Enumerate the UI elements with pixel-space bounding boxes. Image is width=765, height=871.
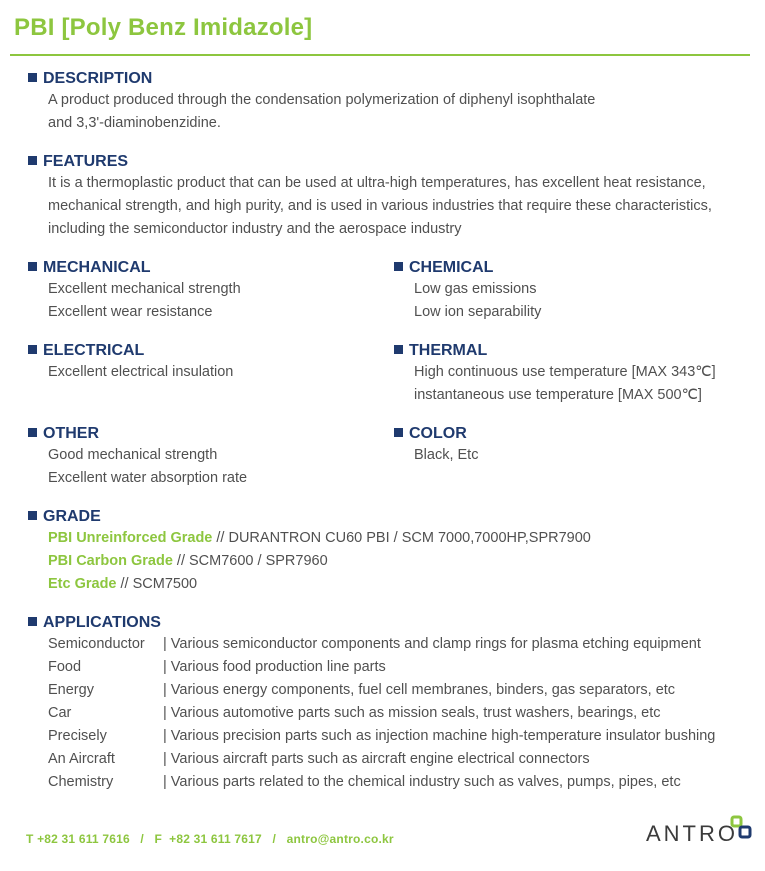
grade-products: // DURANTRON CU60 PBI / SCM 7000,7000HP,SPR7900 xyxy=(212,530,591,546)
bullet-square-icon xyxy=(394,345,403,354)
thermal-line: instantaneous use temperature [MAX 500℃] xyxy=(414,387,702,403)
title-divider xyxy=(10,54,750,56)
application-description: | Various food production line parts xyxy=(163,659,386,675)
logo-text: ANTRO xyxy=(646,821,738,846)
page-title: PBI [Poly Benz Imidazole] xyxy=(14,14,313,41)
chemical-heading: CHEMICAL xyxy=(409,259,494,276)
features-line: including the semiconductor industry and the aerospace industry xyxy=(48,221,462,237)
other-line: Good mechanical strength xyxy=(48,447,218,463)
application-row xyxy=(48,679,715,702)
application-category: Food xyxy=(48,659,82,675)
application-description: | Various semiconductor components and clamp rings for plasma etching equipment xyxy=(163,636,701,652)
features-line: mechanical strength, and high purity, and is used in various industries that require these characteristics, xyxy=(48,198,712,214)
mechanical-section xyxy=(28,258,241,324)
application-category: Energy xyxy=(48,682,94,698)
application-category: An Aircraft xyxy=(48,751,115,767)
grade-heading: GRADE xyxy=(43,508,101,525)
color-heading: COLOR xyxy=(409,425,467,442)
description-line: and 3,3'-diaminobenzidine. xyxy=(48,115,221,131)
bullet-square-icon xyxy=(28,156,37,165)
features-section xyxy=(28,152,712,241)
application-description: | Various automotive parts such as mission seals, trust washers, bearings, etc xyxy=(163,705,661,721)
grade-products: // SCM7600 / SPR7960 xyxy=(172,553,328,569)
application-category: Semiconductor xyxy=(48,636,145,652)
grade-name: Etc Grade xyxy=(48,576,117,592)
application-description: | Various parts related to the chemical industry such as valves, pumps, pipes, etc xyxy=(163,774,681,790)
color-section xyxy=(394,424,478,467)
other-line: Excellent water absorption rate xyxy=(48,470,248,486)
antro-logo xyxy=(646,815,752,847)
grade-row xyxy=(48,550,591,573)
mechanical-line: Excellent wear resistance xyxy=(48,304,213,320)
bullet-square-icon xyxy=(28,511,37,520)
application-description: | Various energy components, fuel cell membranes, binders, gas separators, etc xyxy=(163,682,676,698)
features-line: It is a thermoplastic product that can be used at ultra-high temperatures, has excellent heat resistance, xyxy=(48,175,706,191)
application-row xyxy=(48,748,715,771)
electrical-line: Excellent electrical insulation xyxy=(48,364,234,380)
other-heading: OTHER xyxy=(43,425,99,442)
grade-name: PBI Carbon Grade xyxy=(48,553,173,569)
grade-row xyxy=(48,573,591,596)
chemical-line: Low gas emissions xyxy=(414,281,537,297)
application-category: Precisely xyxy=(48,728,107,744)
description-section xyxy=(28,69,595,135)
application-category: Car xyxy=(48,705,72,721)
bullet-square-icon xyxy=(28,262,37,271)
mechanical-heading: MECHANICAL xyxy=(43,259,151,276)
logo-mark-icon xyxy=(730,815,754,841)
description-line: A product produced through the condensation polymerization of diphenyl isophthalate xyxy=(48,92,596,108)
application-row xyxy=(48,771,715,794)
thermal-line: High continuous use temperature [MAX 343℃] xyxy=(414,364,716,380)
chemical-line: Low ion separability xyxy=(414,304,542,320)
grade-section xyxy=(28,507,591,596)
bullet-square-icon xyxy=(28,345,37,354)
application-category: Chemistry xyxy=(48,774,114,790)
grade-row xyxy=(48,527,591,550)
application-row xyxy=(48,656,715,679)
electrical-section xyxy=(28,341,233,384)
application-description: | Various precision parts such as injection machine high-temperature insulator bushing xyxy=(163,728,716,744)
bullet-square-icon xyxy=(394,428,403,437)
thermal-section xyxy=(394,341,716,407)
bullet-square-icon xyxy=(28,428,37,437)
bullet-square-icon xyxy=(394,262,403,271)
color-line: Black, Etc xyxy=(414,447,479,463)
features-heading: FEATURES xyxy=(43,153,129,170)
electrical-heading: ELECTRICAL xyxy=(43,342,145,359)
contact-footer: T +82 31 611 7616 / F +82 31 611 7617 / antro@antro.co.kr xyxy=(26,832,394,846)
bullet-square-icon xyxy=(28,617,37,626)
chemical-section xyxy=(394,258,541,324)
grade-name: PBI Unreinforced Grade xyxy=(48,530,213,546)
application-row xyxy=(48,702,715,725)
mechanical-line: Excellent mechanical strength xyxy=(48,281,241,297)
description-heading: DESCRIPTION xyxy=(43,70,153,87)
applications-heading: APPLICATIONS xyxy=(43,614,161,631)
application-row xyxy=(48,633,715,656)
application-row xyxy=(48,725,715,748)
grade-products: // SCM7500 xyxy=(116,576,198,592)
applications-section xyxy=(28,613,715,794)
other-section xyxy=(28,424,247,490)
thermal-heading: THERMAL xyxy=(409,342,488,359)
application-description: | Various aircraft parts such as aircraft engine electrical connectors xyxy=(163,751,590,767)
bullet-square-icon xyxy=(28,73,37,82)
